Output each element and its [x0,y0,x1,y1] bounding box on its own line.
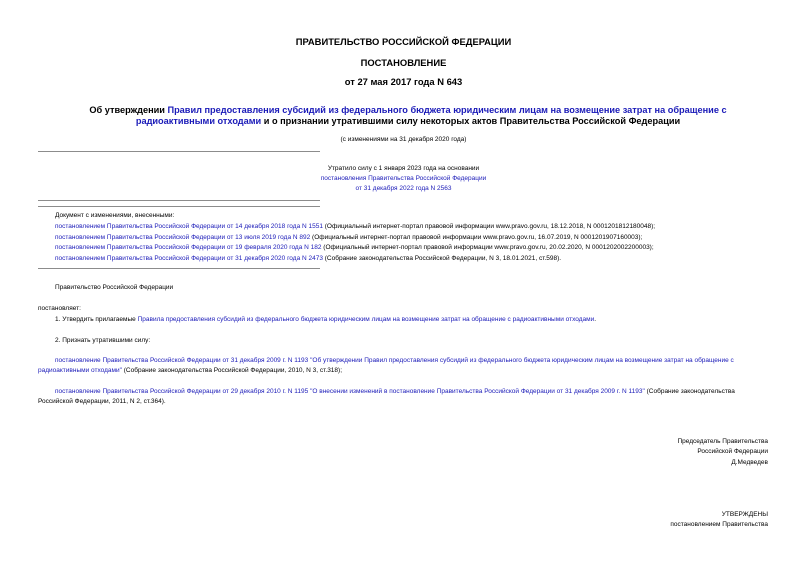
amended-note: (с изменениями на 31 декабря 2020 года) [340,136,467,143]
divider [38,268,320,269]
approved-heading: УТВЕРЖДЕНЫ [721,511,768,518]
change-decree-link[interactable]: постановлением Правительства Российской Федерации от 19 февраля 2020 года N 182 [55,244,322,251]
document-date-number: от 27 мая 2017 года N 643 [344,76,463,87]
change-item [55,222,655,231]
repeal-item [38,356,770,376]
government-subject: Правительство Российской Федерации [55,284,174,291]
signature-name: Д.Медведев [731,459,768,466]
change-source: (Собрание законодательства Российской Федерации, N 3, 18.01.2021, ст.598). [322,255,562,262]
document-type: ПОСТАНОВЛЕНИЕ [360,57,447,68]
repeal-decree-link[interactable]: постановление Правительства Российской Федерации от 29 декабря 2010 г. N 1195 "О внесении изменений в постановление Правительства Российской Федерации от 31 декабря 2009 г. N 1193" [55,388,645,395]
repeal-source: (Собрание законодательства Российской Федерации, 2011, N 2, ст.364). [38,388,735,405]
government-heading: ПРАВИТЕЛЬСТВО РОССИЙСКОЙ ФЕДЕРАЦИИ [295,36,512,47]
expired-line: Утратило силу с 1 января 2023 года на основании [327,165,480,172]
changes-heading: Документ с изменениями, внесенными: [55,212,175,219]
change-source: (Официальный интернет-портал правовой информации www.pravo.gov.ru, 20.02.2020, N 0001202002200003); [321,244,654,251]
approved-by: постановлением Правительства [670,521,768,528]
divider [38,151,320,152]
item-1-rules-link[interactable]: Правила предоставления субсидий из федерального бюджета юридическим лицам на возмещение затрат на обращение с радиоактивными отходами [137,316,595,323]
item-2: 2. Признать утратившими силу: [55,337,151,344]
change-item [55,254,561,263]
change-decree-link[interactable]: постановлением Правительства Российской Федерации от 13 июля 2019 года N 892 [55,234,311,241]
change-decree-link[interactable]: постановлением Правительства Российской Федерации от 31 декабря 2020 года N 2473 [55,255,323,262]
change-source: (Официальный интернет-портал правовой информации www.pravo.gov.ru, 18.12.2018, N 0001201812180048); [322,223,656,230]
item-1-suffix: . [594,316,597,323]
title-suffix: и о признании утратившими силу некоторых актов Правительства Российской Федерации [261,116,681,126]
document-title [52,105,764,127]
signature-country: Российской Федерации [697,448,768,455]
expired-decree-link[interactable]: постановления Правительства Российской Федерации [320,175,487,182]
change-decree-link[interactable]: постановлением Правительства Российской Федерации от 14 декабря 2018 года N 1551 [55,223,323,230]
divider [38,200,320,201]
signature-position: Председатель Правительства [677,438,768,445]
item-1 [55,315,596,324]
decrees-word: постановляет: [38,305,81,312]
item-1-prefix: 1. Утвердить прилагаемые [55,316,138,323]
repeal-source: (Собрание законодательства Российской Федерации, 2010, N 3, ст.318); [121,367,343,374]
title-rules-link[interactable]: Правил предоставления субсидий из федерального бюджета юридическим лицам на возмещение затрат на обращение с радиоактивными отходами [135,105,727,126]
change-item [55,233,642,242]
change-source: (Официальный интернет-портал правовой информации www.pravo.gov.ru, 16.07.2019, N 0001201907160003); [310,234,643,241]
repeal-item [38,387,770,407]
repeal-decree-link[interactable]: постановление Правительства Российской Федерации от 31 декабря 2009 г. N 1193 "Об утверждении Правил предоставления субсидий из федерального бюджета юридическим лицам на возмещение затрат на обращение с радиоактивными отходами" [38,357,734,374]
divider [38,206,320,207]
title-prefix: Об утверждении [89,105,168,115]
expired-decree-date-link[interactable]: от 31 декабря 2022 года N 2563 [355,185,452,192]
change-item [55,243,654,252]
